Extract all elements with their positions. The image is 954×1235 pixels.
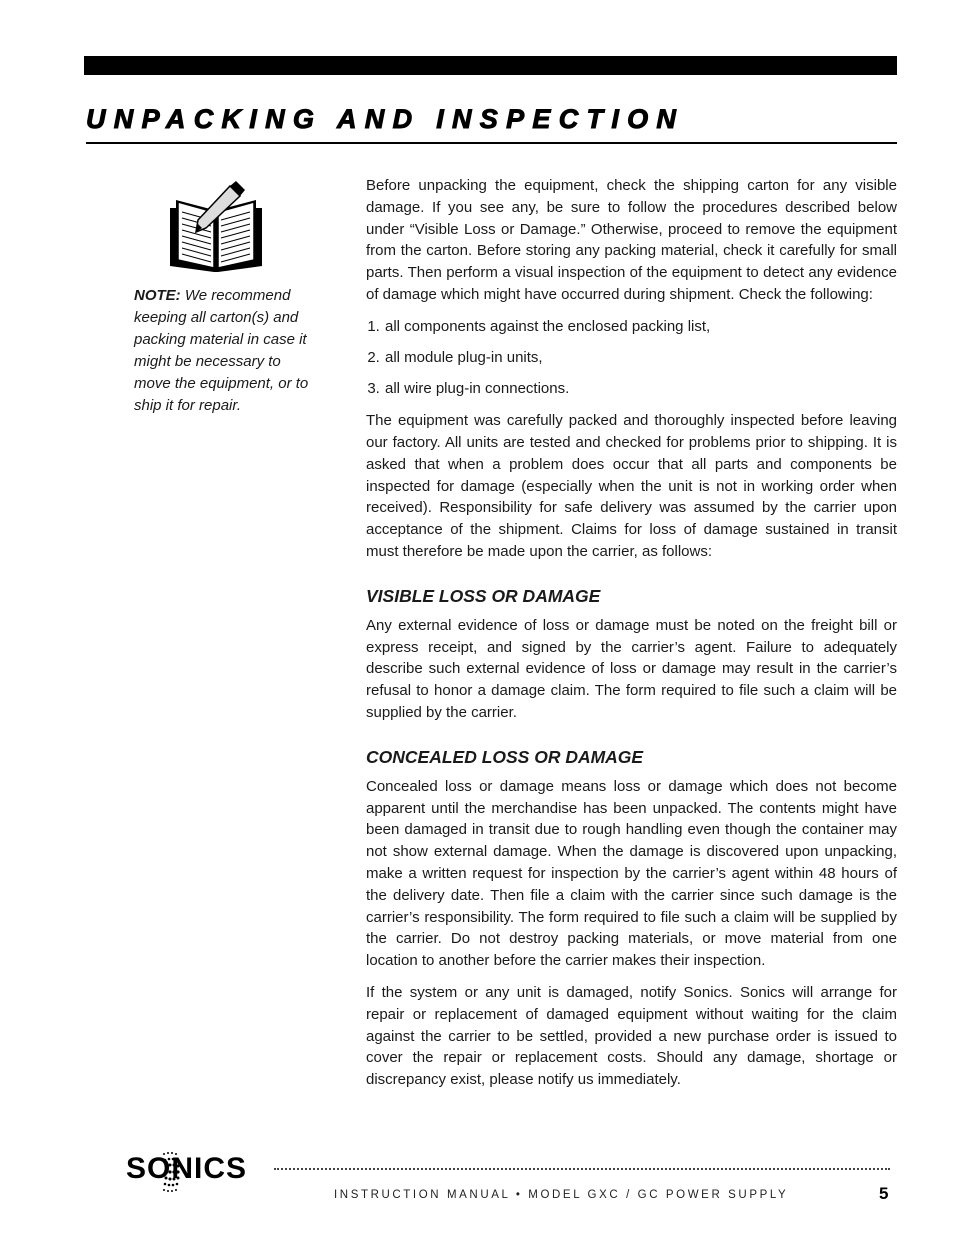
note-text: We recommend keeping all carton(s) and packing material in case it might be necessary to move the equipment, or to ship it for repair. <box>134 287 309 414</box>
intro-paragraph: Before unpacking the equipment, check the shipping carton for any visible damage. If you see any, be sure to follow the procedures described below under “Visible Loss or Damage.” Otherwise, proceed to remove the equipment from the carton. Before storing any packing material, check it carefully for small parts. Then perform a visual inspection of the equipment to detect any evidence of damage which might have occurred during shipment. Check the following: <box>366 177 897 303</box>
note-label: NOTE: <box>134 287 181 304</box>
sidebar-note <box>134 285 314 417</box>
visible-loss-heading: VISIBLE LOSS OR DAMAGE <box>366 585 601 606</box>
main-content <box>366 175 897 1101</box>
visible-loss-paragraph: Any external evidence of loss or damage must be noted on the freight bill or express receipt, and signed by the carrier’s agent. Failure to adequately describe such external evidence of loss or damage may result in the carrier’s refusal to honor a damage claim. The form required to file such a claim will be supplied by the carrier. <box>366 616 897 721</box>
checklist-item: 1. all components against the enclosed packing list, <box>384 316 897 338</box>
page-number: 5 <box>879 1184 889 1203</box>
page-title: UNPACKING AND INSPECTION <box>86 104 685 134</box>
inspection-paragraph: The equipment was carefully packed and thoroughly inspected before leaving our factory. All units are tested and checked for problems prior to shipping. It is asked that when a problem does occur that all parts and components be inspected for damage (especially when the unit is not in working order when received). Responsibility for safe delivery was assumed by the carrier upon acceptance of the shipment. Claims for loss of damage sustained in transit must therefore be made upon the carrier, as follows: <box>366 412 897 560</box>
footer-manual-title: INSTRUCTION MANUAL • MODEL GXC / GC POWER SUPPLY <box>334 1189 789 1201</box>
header-bar <box>84 56 897 75</box>
title-rule <box>86 142 897 144</box>
concealed-loss-heading: CONCEALED LOSS OR DAMAGE <box>366 746 644 767</box>
sonics-logo-text: SONICS <box>126 1152 248 1185</box>
notify-paragraph: If the system or any unit is damaged, notify Sonics. Sonics will arrange for repair or replacement of damaged equipment without waiting for the claim against the carrier to be settled, provided a new purchase order is issued to cover the repair or replacement costs. Should any damage, shortage or discrepancy exist, please notify us immediately. <box>366 983 897 1089</box>
checklist <box>366 316 897 400</box>
checklist-item: 2. all module plug-in units, <box>384 347 897 369</box>
concealed-loss-paragraph: Concealed loss or damage means loss or damage which does not become apparent until the merchandise has been unpacked. The contents might have been damaged in transit due to rough handling even though the container may not show external damage. When the damage is discovered upon unpacking, make a written request for inspection by the carrier’s agent within 48 hours of the delivery date. Then file a claim with the carrier since such damage is the carrier’s responsibility. The form required to file such a claim will be supplied by the carrier. Do not destroy packing materials, or move material from one location to another before the carrier makes their inspection. <box>366 777 897 970</box>
dotted-rule <box>274 1168 890 1170</box>
book-pencil-icon <box>166 180 266 276</box>
checklist-item: 3. all wire plug-in connections. <box>384 378 897 400</box>
